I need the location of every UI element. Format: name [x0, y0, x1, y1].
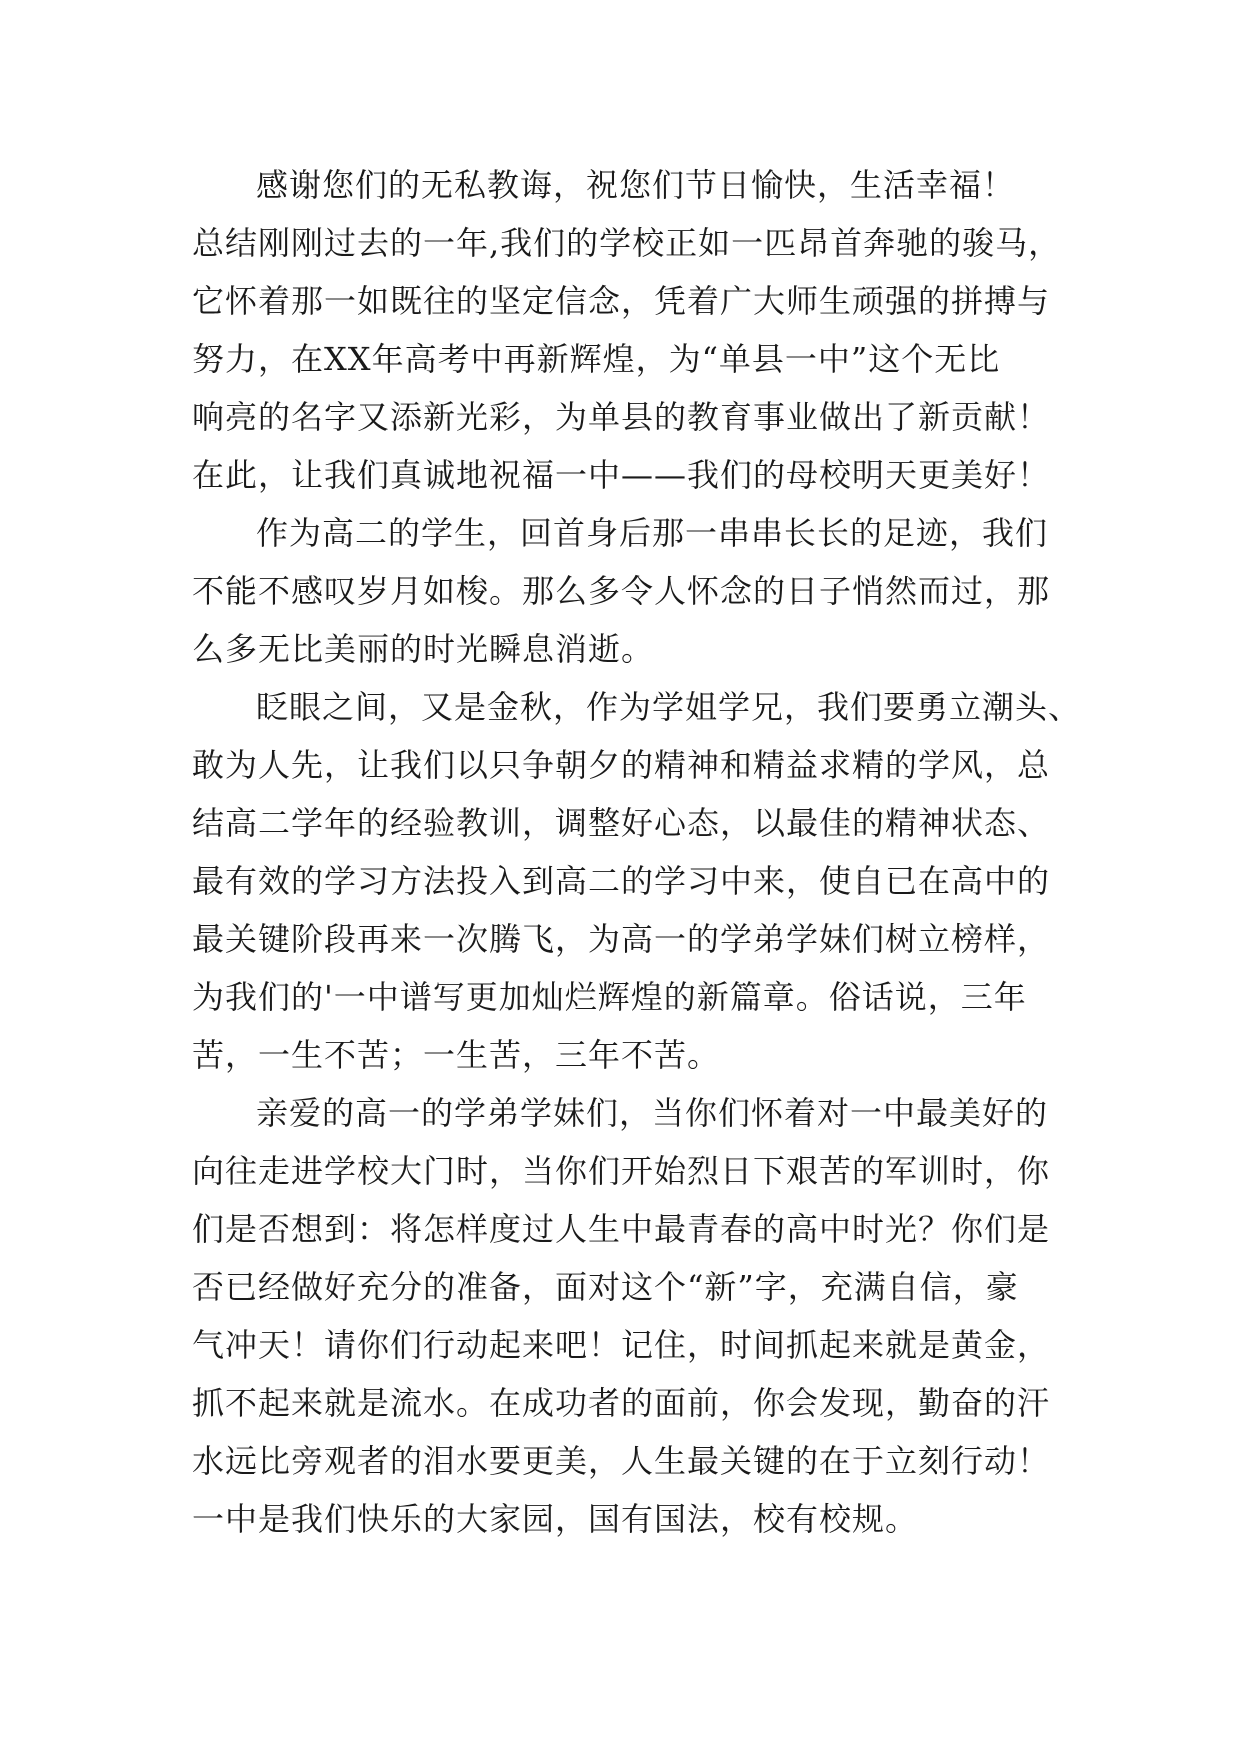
text-line: 在此，让我们真诚地祝福一中——我们的母校明天更美好！: [192, 456, 1051, 494]
text-line: 抓不起来就是流水。在成功者的面前，你会发现，勤奋的汗: [192, 1384, 1051, 1422]
text-line: 结高二学年的经验教训，调整好心态，以最佳的精神状态、: [192, 804, 1051, 842]
text-line: 一中是我们快乐的大家园，国有国法，校有校规。: [192, 1500, 919, 1538]
text-line: 最有效的学习方法投入到高二的学习中来，使自已在高中的: [192, 862, 1051, 900]
text-line: 不能不感叹岁月如梭。那么多令人怀念的日子悄然而过，那: [192, 572, 1051, 610]
text-line: 亲爱的高一的学弟学妹们，当你们怀着对一中最美好的: [256, 1094, 1049, 1132]
text-line: 为我们的'一中谱写更加灿烂辉煌的新篇章。俗话说，三年: [192, 978, 1027, 1016]
text-line: 努力，在XX年高考中再新辉煌，为“单县一中”这个无比: [192, 340, 1001, 378]
text-line: 眨眼之间，又是金秋，作为学姐学兄，我们要勇立潮头、: [256, 688, 1082, 726]
text-line: 么多无比美丽的时光瞬息消逝。: [192, 630, 655, 668]
text-line: 它怀着那一如既往的坚定信念，凭着广大师生顽强的拼搏与: [192, 282, 1051, 320]
text-line: 否已经做好充分的准备，面对这个“新”字，充满自信，豪: [192, 1268, 1019, 1306]
text-line: 们是否想到：将怎样度过人生中最青春的高中时光？你们是: [192, 1210, 1051, 1248]
text-line: 感谢您们的无私教诲，祝您们节日愉快，生活幸福！: [256, 166, 1016, 204]
text-line: 总结刚刚过去的一年,我们的学校正如一匹昂首奔驰的骏马，: [192, 224, 1062, 262]
text-line: 最关键阶段再来一次腾飞，为高一的学弟学妹们树立榜样，: [192, 920, 1051, 958]
text-line: 向往走进学校大门时，当你们开始烈日下艰苦的军训时，你: [192, 1152, 1051, 1190]
text-line: 气冲天！请你们行动起来吧！记住，时间抓起来就是黄金，: [192, 1326, 1051, 1364]
text-line: 响亮的名字又添新光彩，为单县的教育事业做出了新贡献！: [192, 398, 1051, 436]
text-line: 水远比旁观者的泪水要更美，人生最关键的在于立刻行动！: [192, 1442, 1051, 1480]
text-line: 苦，一生不苦；一生苦，三年不苦。: [192, 1036, 721, 1074]
text-line: 敢为人先，让我们以只争朝夕的精神和精益求精的学风，总: [192, 746, 1051, 784]
text-line: 作为高二的学生，回首身后那一串串长长的足迹，我们: [256, 514, 1049, 552]
